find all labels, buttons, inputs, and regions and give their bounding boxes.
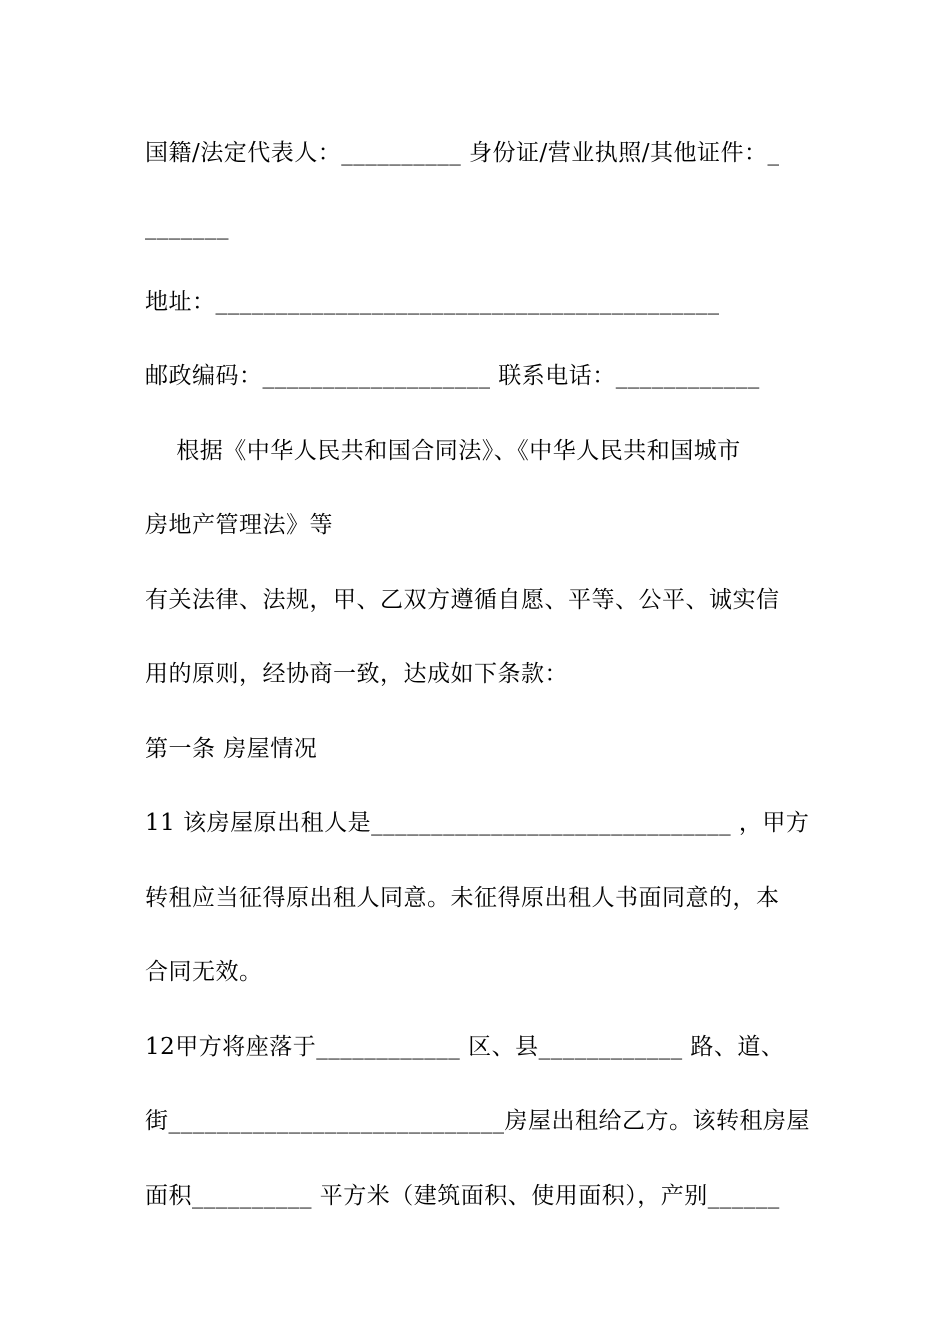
- text-line-nationality-id: 国籍/法定代表人：__________ 身份证/营业执照/其他证件：_: [145, 140, 780, 166]
- text-line-clause-12-area: 面积__________ 平方米（建筑面积、使用面积），产别______: [145, 1183, 780, 1209]
- text-line-clause-12-street: 街____________________________房屋出租给乙方。该转租房屋: [145, 1108, 810, 1134]
- article-heading: 第一条 房屋情况: [145, 736, 318, 762]
- text-line-postcode-phone: 邮政编码：___________________ 联系电话：____________: [145, 363, 760, 389]
- text-line-id-continuation: _______: [145, 214, 229, 240]
- text-line-clause-11-cont: 转租应当征得原出租人同意。未征得原出租人书面同意的，本: [145, 885, 780, 911]
- text-line-address: 地址：__________________________________________: [145, 289, 720, 315]
- text-line-agreement: 用的原则，经协商一致，达成如下条款：: [145, 661, 568, 687]
- text-line-legal-basis: 根据《中华人民共和国合同法》、《中华人民共和国城市: [145, 438, 741, 464]
- text-line-clause-11-end: 合同无效。: [145, 959, 263, 985]
- text-line-principles: 有关法律、法规，甲、乙双方遵循自愿、平等、公平、诚实信: [145, 587, 780, 613]
- text-line-clause-12: 12甲方将座落于____________ 区、县____________ 路、道、: [145, 1034, 785, 1060]
- text-line-legal-basis-cont: 房地产管理法》等: [145, 512, 333, 538]
- text-line-clause-11: 11 该房屋原出租人是______________________________ ，甲方: [145, 810, 810, 836]
